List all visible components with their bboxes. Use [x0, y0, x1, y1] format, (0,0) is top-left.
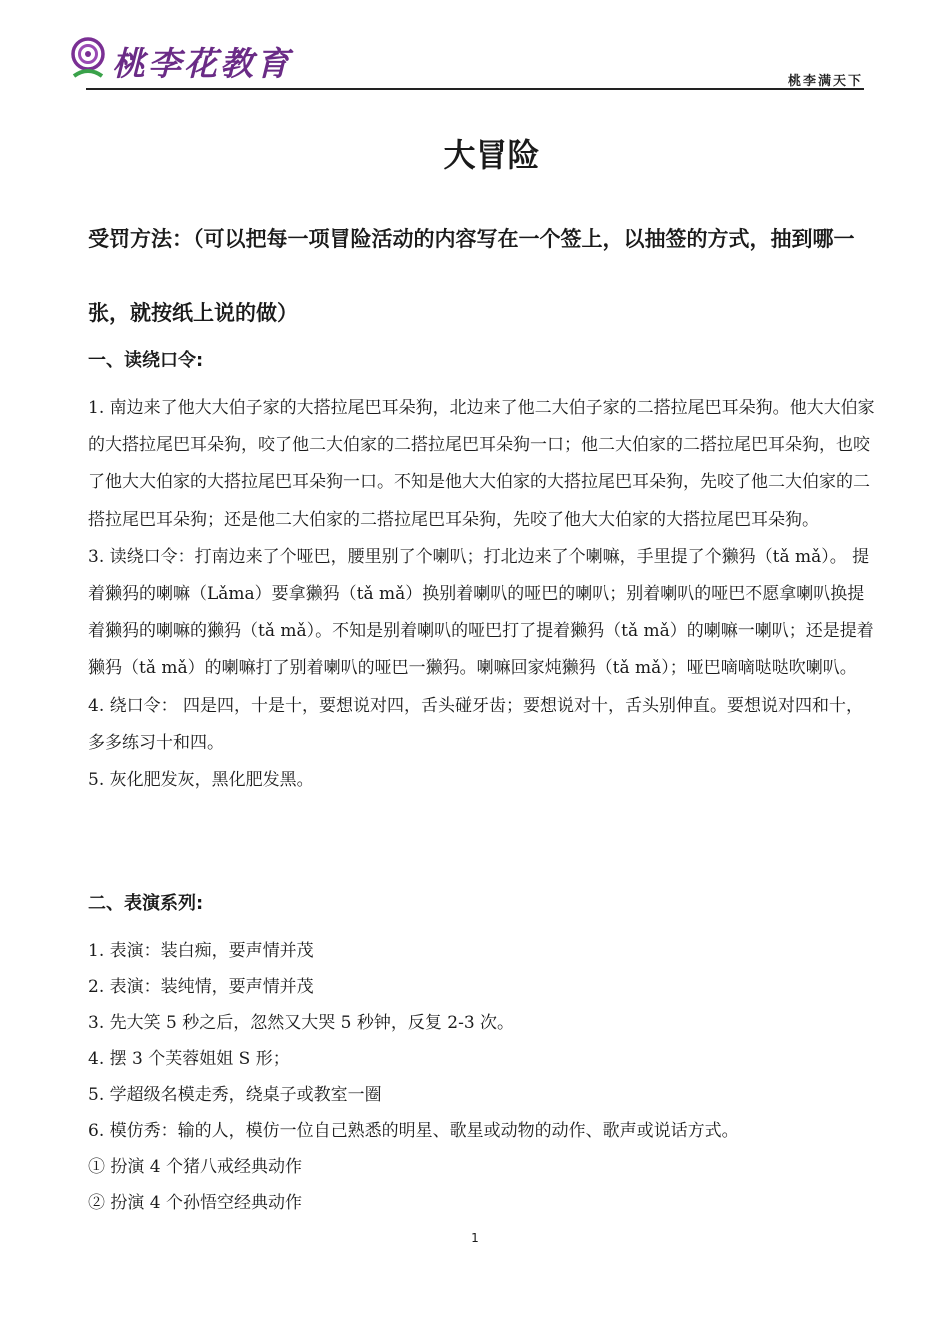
list-item: 5. 学超级名模走秀，绕桌子或教室一圈 — [88, 1085, 382, 1105]
list-item: 2. 表演：装纯情，要声情并茂 — [88, 977, 314, 997]
list-item: 4. 摆 3 个芙蓉姐姐 S 形； — [88, 1049, 290, 1069]
penalty-method: 受罚方法：（可以把每一项冒险活动的内容写在一个签上，以抽签的方式，抽到哪一张，就按纸上说的做） — [88, 227, 855, 325]
list-item: 3. 读绕口令：打南边来了个哑巴，腰里别了个喇叭；打北边来了个喇嘛，手里提了个獭犸（tǎ mǎ）。 提着獭犸的喇嘛（Lǎma）要拿獭犸（tǎ mǎ）换别着喇叭的哑巴的喇叭；别着喇叭的哑巴不愿拿喇叭换提着獭犸的喇嘛的獭犸（tǎ mǎ）。不知是别着喇叭的哑巴打了提着獭犸（tǎ mǎ）的喇嘛一喇叭；还是提着獭犸（tǎ mǎ）的喇嘛打了别着喇叭的哑巴一獭犸。喇嘛回家炖獭犸（tǎ mǎ）；哑巴嘀嘀哒哒吹喇叭。 — [88, 546, 874, 679]
performance-list — [88, 933, 878, 1221]
list-item: 1. 表演：装白痴，要声情并茂 — [88, 941, 314, 961]
page-title: 大冒险 — [443, 136, 540, 174]
page-header — [70, 34, 865, 90]
list-item: ② 扮演 4 个孙悟空经典动作 — [88, 1193, 303, 1213]
tongue-twister-list — [88, 390, 878, 799]
logo-text: 桃李花教育 — [112, 44, 292, 83]
section-heading-performance: 二、表演系列: — [88, 893, 204, 914]
list-item: 3. 先大笑 5 秒之后，忽然又大哭 5 秒钟，反复 2-3 次。 — [88, 1013, 515, 1033]
header-slogan: 桃李满天下 — [787, 74, 863, 89]
list-item: ① 扮演 4 个猪八戒经典动作 — [88, 1157, 303, 1177]
flower-logo-icon — [70, 36, 106, 82]
section-heading-tongue-twisters: 一、读绕口令: — [88, 350, 204, 371]
list-item: 6. 模仿秀：输的人，模仿一位自己熟悉的明星、歌星或动物的动作、歌声或说话方式。 — [88, 1121, 739, 1141]
page-number: 1 — [471, 1231, 479, 1245]
list-item: 1. 南边来了他大大伯子家的大搭拉尾巴耳朵狗，北边来了他二大伯子家的二搭拉尾巴耳朵狗。他大大伯家的大搭拉尾巴耳朵狗，咬了他二大伯家的二搭拉尾巴耳朵狗一口；他二大伯家的二搭拉尾巴耳朵狗，也咬了他大大伯家的大搭拉尾巴耳朵狗一口。不知是他大大伯家的大搭拉尾巴耳朵狗，先咬了他二大伯家的二搭拉尾巴耳朵狗；还是他二大伯家的二搭拉尾巴耳朵狗，先咬了他大大伯家的大搭拉尾巴耳朵狗。 — [88, 398, 875, 530]
header-divider — [86, 88, 864, 90]
list-item: 4. 绕口令： 四是四，十是十，要想说对四，舌头碰牙齿；要想说对十，舌头别伸直。要想说对四和十，多多练习十和四。 — [88, 695, 864, 753]
list-item: 5. 灰化肥发灰，黑化肥发黑。 — [88, 770, 314, 791]
